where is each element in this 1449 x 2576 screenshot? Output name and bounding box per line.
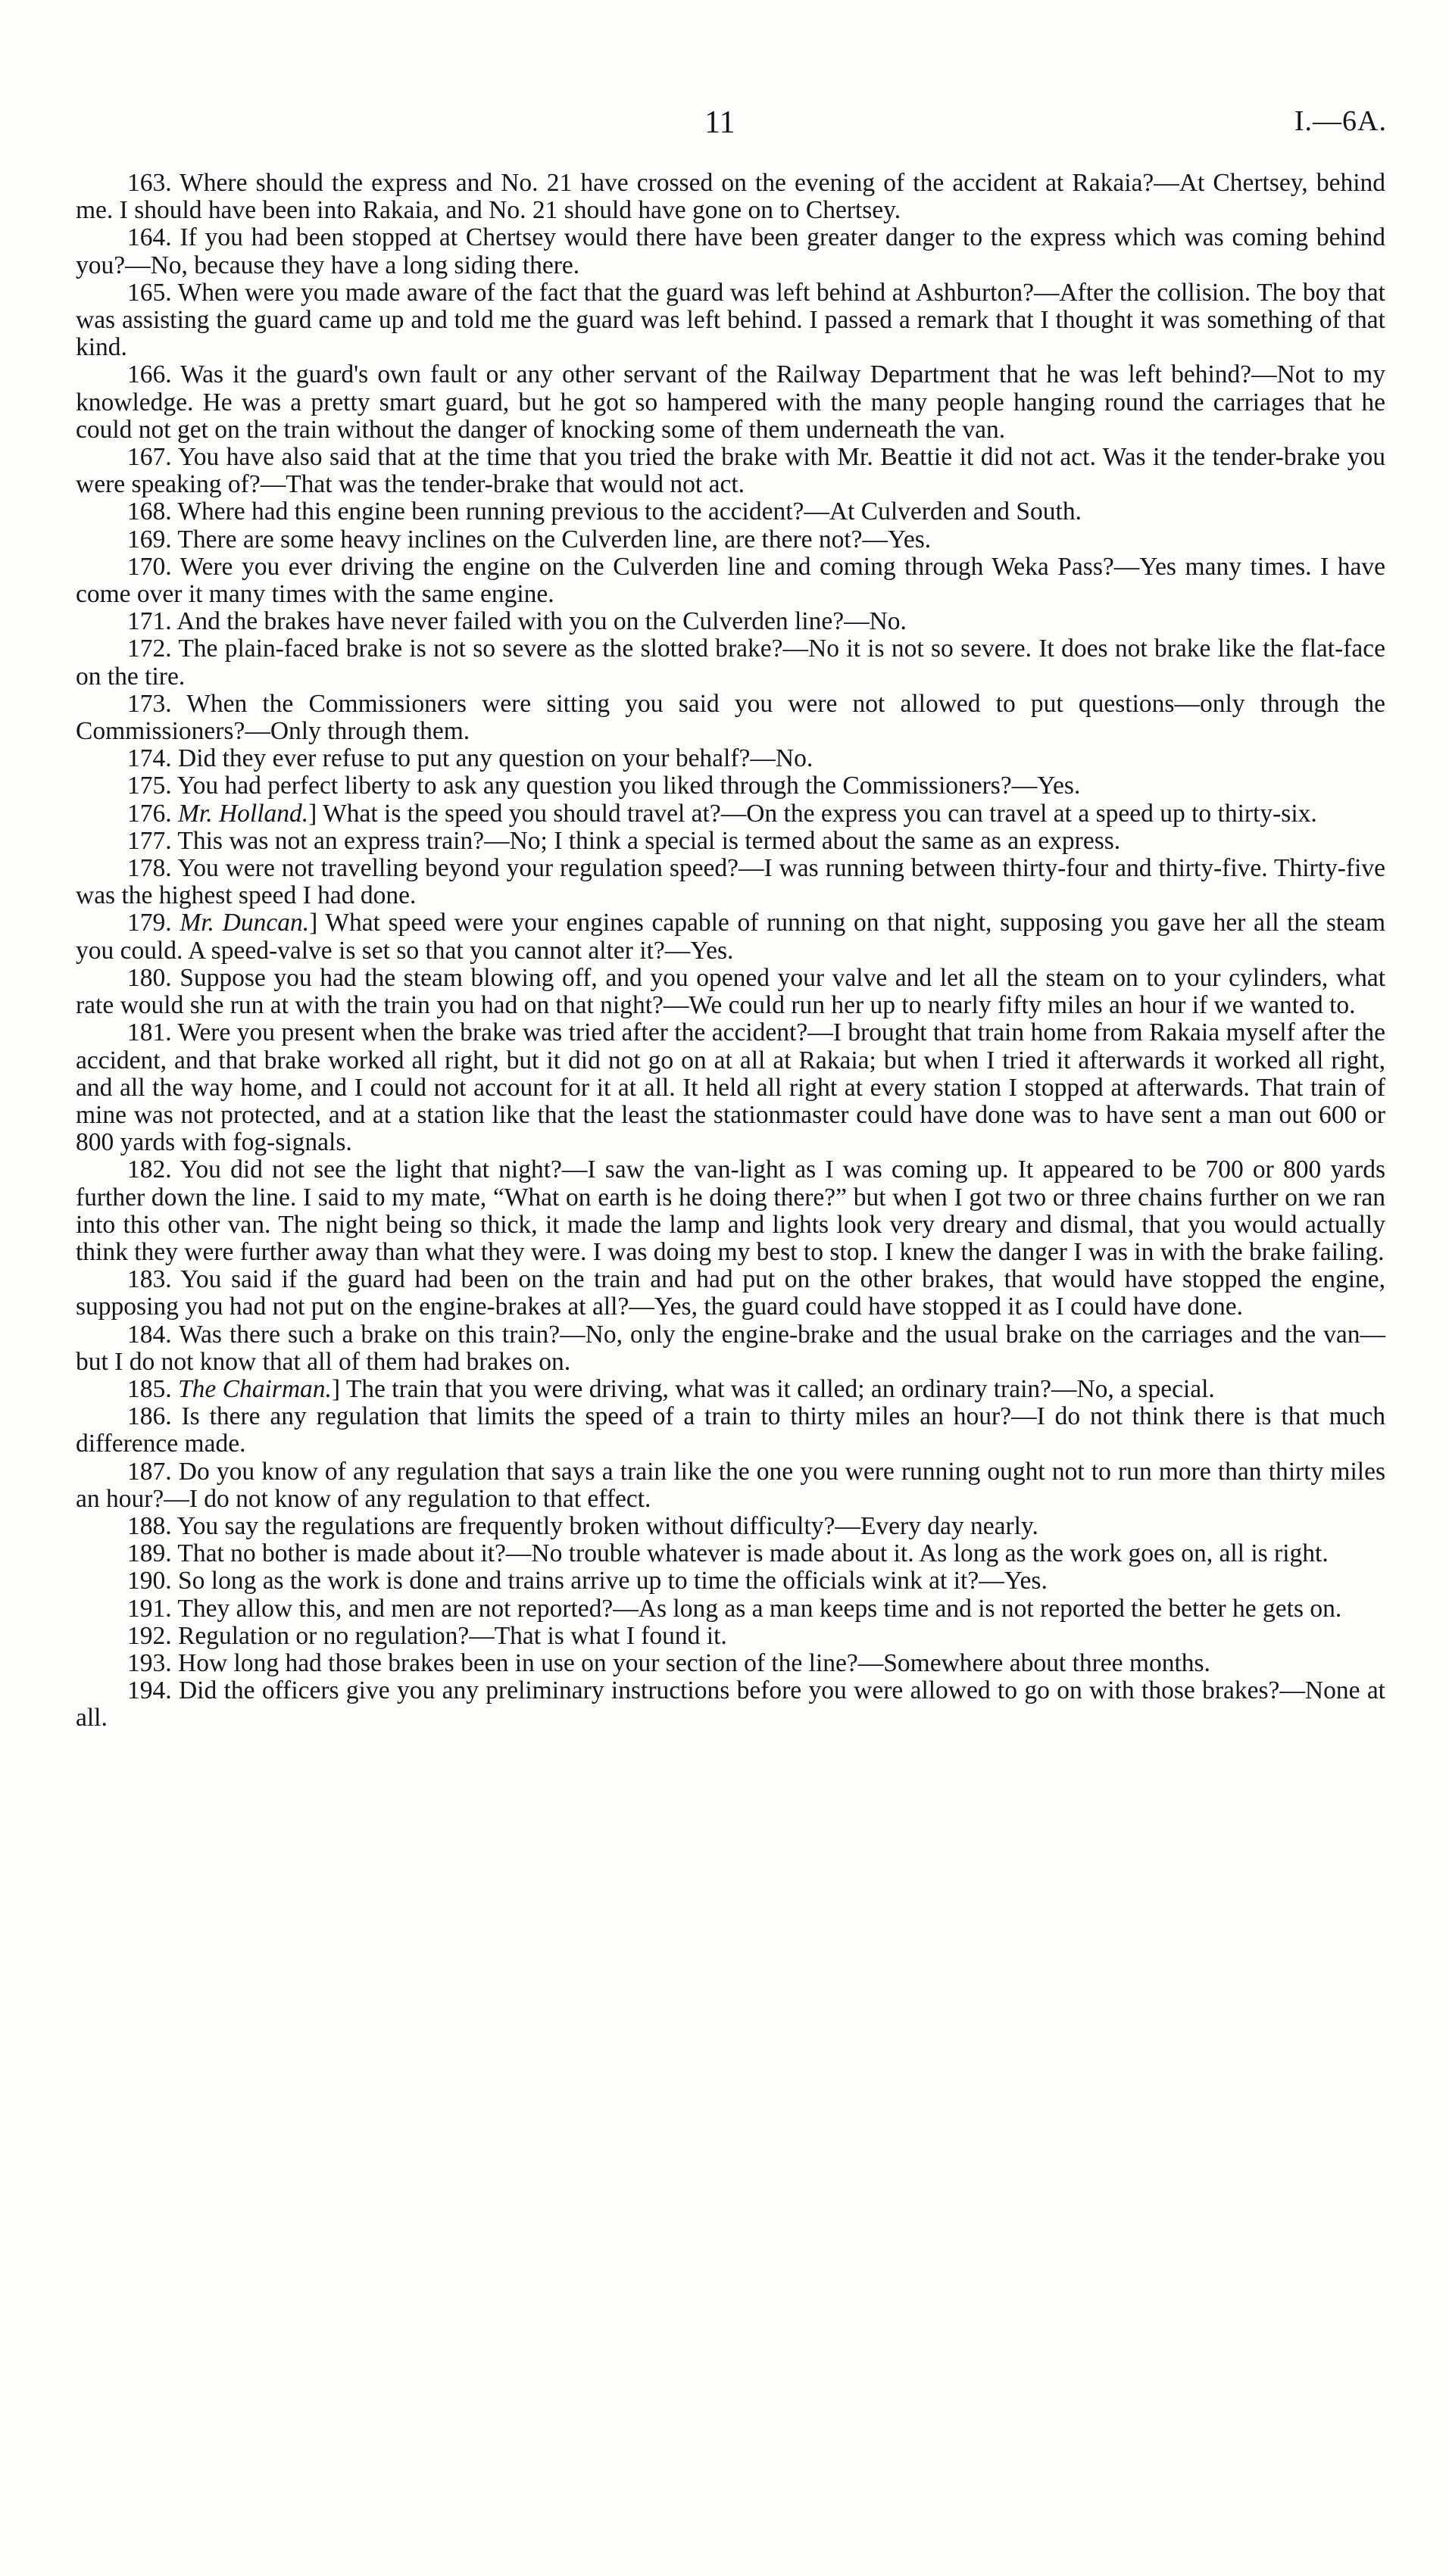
question-number: 189. bbox=[127, 1539, 172, 1568]
question-answer-text: The train that you were driving, what was it called; an ordinary train?—No, a special. bbox=[345, 1374, 1215, 1403]
question-number: 167. bbox=[127, 443, 172, 472]
question-answer-text: Where should the express and No. 21 have crossed on the evening of the accident at Rakaia?—At Chertsey, behind me. I should have been into Rakaia, and No. 21 should have gone on to Chertsey. bbox=[76, 169, 1385, 225]
question-number: 187. bbox=[127, 1457, 172, 1486]
question-number: 178. bbox=[127, 854, 172, 883]
question-paragraph-181 bbox=[76, 1019, 1385, 1156]
question-number: 175. bbox=[127, 772, 172, 800]
question-paragraph-182 bbox=[76, 1156, 1385, 1266]
question-number: 190. bbox=[127, 1567, 172, 1595]
question-answer-text: Were you ever driving the engine on the Culverden line and coming through Weka Pass?—Yes many times. I have come over it many times with the same engine. bbox=[76, 552, 1385, 609]
page-number: 11 bbox=[704, 105, 735, 140]
question-answer-text: You have also said that at the time that you tried the brake with Mr. Beattie it did not act. Was it the tender-brake you were speaking of?—That was the tender-brake that would not act. bbox=[76, 443, 1385, 499]
question-answer-text: This was not an express train?—No; I think a special is termed about the same as an express. bbox=[177, 826, 1121, 855]
question-number: 179. bbox=[127, 909, 172, 937]
question-answer-text: Is there any regulation that limits the speed of a train to thirty miles an hour?—I do not think there is that much difference made. bbox=[76, 1402, 1386, 1458]
question-paragraph-166 bbox=[76, 361, 1385, 444]
question-paragraph-164 bbox=[76, 224, 1385, 279]
question-answer-text: They allow this, and men are not reported?—As long as a man keeps time and is not reported the better he gets on. bbox=[177, 1594, 1342, 1623]
question-number: 171. bbox=[127, 607, 172, 636]
question-answer-text: Were you present when the brake was tried after the accident?—I brought that train home from Rakaia myself after the accident, and that brake worked all right, but it did not go on at all at Rakaia; but when I tried it afterwards it worked all right, and all the way home, and I could not account for it at all. It held all right at every station I stopped at afterwards. That train of mine was not protected, and at a station like that the least the stationmaster could have done was to have sent a man out 600 or 800 yards with fog-signals. bbox=[76, 1018, 1385, 1157]
question-number: 181. bbox=[127, 1018, 172, 1047]
question-answer-text: That no bother is made about it?—No trouble whatever is made about it. As long as the work goes on, all is right. bbox=[177, 1539, 1329, 1568]
question-paragraph-191 bbox=[76, 1595, 1385, 1623]
question-number: 166. bbox=[127, 360, 172, 389]
question-number: 174. bbox=[127, 744, 172, 773]
question-number: 186. bbox=[127, 1402, 172, 1431]
question-paragraph-188 bbox=[76, 1513, 1385, 1540]
question-answer-text: What speed were your engines capable of running on that night, supposing you gave her all the steam you could. A speed-valve is set so that you cannot alter it?—Yes. bbox=[76, 909, 1385, 965]
question-paragraph-178 bbox=[76, 855, 1385, 909]
question-paragraph-167 bbox=[76, 444, 1385, 498]
question-paragraph-183 bbox=[76, 1266, 1385, 1321]
question-paragraph-189 bbox=[76, 1540, 1385, 1567]
question-paragraph-176: 176. Mr. Holland.] What is the speed you should travel at?—On the express you can travel at a speed up to thirty-six. bbox=[127, 799, 1317, 828]
question-answer-text: Where had this engine been running previous to the accident?—At Culverden and South. bbox=[177, 497, 1082, 526]
question-number: 192. bbox=[127, 1621, 172, 1650]
question-answer-text: Was it the guard's own fault or any other servant of the Railway Department that he was left behind?—Not to my knowledge. He was a pretty smart guard, but he got so hampered with the many people hanging round the carriages that he could not get on the train without the danger of knocking some of them underneath the van. bbox=[76, 360, 1385, 444]
question-number: 185. bbox=[127, 1374, 172, 1403]
question-number: 191. bbox=[127, 1594, 172, 1623]
question-answer-text: You were not travelling beyond your regulation speed?—I was running between thirty-four and thirty-five. Thirty-five was the highest speed I had done. bbox=[76, 854, 1385, 910]
question-number: 182. bbox=[127, 1155, 172, 1184]
question-answer-text: You had perfect liberty to ask any question you liked through the Commissioners?—Yes. bbox=[176, 772, 1081, 800]
question-paragraph-185: 185. The Chairman.] The train that you were driving, what was it called; an ordinary train?—No, a special. bbox=[127, 1374, 1215, 1403]
question-answer-text: And the brakes have never failed with you on the Culverden line?—No. bbox=[176, 607, 907, 636]
question-paragraph-170 bbox=[76, 554, 1385, 608]
question-answer-text: What is the speed you should travel at?—On the express you can travel at a speed up to thirty-six. bbox=[323, 799, 1317, 828]
question-paragraph-187 bbox=[76, 1458, 1385, 1513]
question-answer-text: Suppose you had the steam blowing off, and you opened your valve and let all the steam on to your cylinders, what rate would she run at with the train you had on that night?—We could run her up to nearly fifty miles an hour if we wanted to. bbox=[76, 963, 1386, 1020]
question-number: 163. bbox=[127, 169, 172, 197]
question-answer-text: You said if the guard had been on the train and had put on the other brakes, that would have stopped the engine, supposing you had not put on the engine-brakes at all?—Yes, the guard could have stopped it as I could have done. bbox=[76, 1265, 1385, 1321]
question-number: 169. bbox=[127, 525, 172, 554]
question-paragraph-172 bbox=[76, 635, 1385, 690]
question-number: 176. bbox=[127, 799, 172, 828]
question-paragraph-193 bbox=[76, 1650, 1385, 1677]
question-number: 164. bbox=[127, 223, 172, 252]
question-paragraph-194 bbox=[76, 1677, 1385, 1732]
question-number: 170. bbox=[127, 552, 172, 581]
question-paragraph-171 bbox=[76, 608, 1385, 635]
question-answer-text: When were you made aware of the fact that the guard was left behind at Ashburton?—After the collision. The boy that was assisting the guard came up and told me the guard was left behind. I passed a remark that I thought it was something of that kind. bbox=[76, 278, 1385, 362]
question-paragraph-168 bbox=[76, 498, 1385, 525]
question-answer-text: How long had those brakes been in use on your section of the line?—Somewhere about three months. bbox=[178, 1648, 1210, 1677]
question-answer-text: Did they ever refuse to put any question on your behalf?—No. bbox=[178, 744, 814, 773]
question-number: 188. bbox=[127, 1511, 172, 1540]
document-reference: I.—6A. bbox=[1294, 105, 1387, 137]
question-paragraph-180 bbox=[76, 965, 1385, 1019]
question-paragraph-163 bbox=[76, 170, 1385, 224]
question-number: 173. bbox=[127, 689, 172, 718]
question-number: 165. bbox=[127, 278, 172, 307]
evidence-transcript bbox=[76, 170, 1385, 1732]
question-paragraph-192 bbox=[76, 1623, 1385, 1650]
question-number: 193. bbox=[127, 1648, 172, 1677]
question-number: 194. bbox=[127, 1676, 172, 1705]
question-answer-text: Was there such a brake on this train?—No, only the engine-brake and the usual brake on the carriages and the van—but I do not know that all of them had brakes on. bbox=[76, 1320, 1385, 1376]
question-answer-text: If you had been stopped at Chertsey would there have been greater danger to the express which was coming behind you?—No, because they have a long siding there. bbox=[76, 223, 1386, 279]
question-paragraph-177 bbox=[76, 828, 1385, 855]
question-paragraph-186 bbox=[76, 1403, 1385, 1458]
question-answer-text: You say the regulations are frequently broken without difficulty?—Every day nearly. bbox=[176, 1511, 1038, 1540]
question-paragraph-165 bbox=[76, 279, 1385, 362]
page-header bbox=[0, 104, 1449, 150]
question-answer-text: Do you know of any regulation that says a train like the one you were running ought not to run more than thirty miles an hour?—I do not know of any regulation to that effect. bbox=[76, 1457, 1386, 1513]
question-answer-text: Regulation or no regulation?—That is what I found it. bbox=[178, 1621, 727, 1650]
question-answer-text: When the Commissioners were sitting you said you were not allowed to put questions—only through the Commissioners?—Only through them. bbox=[76, 689, 1385, 746]
question-number: 177. bbox=[127, 826, 172, 855]
question-paragraph-173 bbox=[76, 691, 1385, 745]
speaker-name: The Chairman. bbox=[178, 1374, 332, 1403]
question-paragraph-174 bbox=[76, 745, 1385, 772]
question-paragraph-190 bbox=[76, 1567, 1385, 1595]
question-number: 183. bbox=[127, 1265, 172, 1294]
speaker-name: Mr. Holland. bbox=[178, 799, 309, 828]
question-answer-text: You did not see the light that night?—I saw the van-light as I was coming up. It appeared to be 700 or 800 yards further down the line. I said to my mate, “What on earth is he doing there?” but when I got two or three chains further on we ran into this other van. The night being so thick, it made the lamp and lights look very dreary and dismal, that you would actually think they were further away than what they were. I was doing my best to stop. I knew the danger I was in with the brake failing. bbox=[76, 1155, 1385, 1266]
question-number: 180. bbox=[127, 963, 172, 992]
question-number: 184. bbox=[127, 1320, 172, 1349]
question-paragraph-184 bbox=[76, 1321, 1385, 1376]
speaker-name: Mr. Duncan. bbox=[180, 909, 310, 937]
question-paragraph-175 bbox=[76, 772, 1385, 800]
question-answer-text: Did the officers give you any preliminary instructions before you were allowed to go on with those brakes?—None at all. bbox=[76, 1676, 1385, 1732]
question-paragraph-169 bbox=[76, 526, 1385, 554]
question-answer-text: So long as the work is done and trains arrive up to time the officials wink at it?—Yes. bbox=[178, 1567, 1048, 1595]
question-number: 168. bbox=[127, 497, 172, 526]
question-number: 172. bbox=[127, 635, 172, 663]
question-answer-text: There are some heavy inclines on the Culverden line, are there not?—Yes. bbox=[177, 525, 932, 554]
question-paragraph-179: 179. Mr. Duncan.] What speed were your engines capable of running on that night, supposing you gave her all the steam you could. A speed-valve is set so that you cannot alter it?—Yes. bbox=[76, 909, 1385, 965]
question-answer-text: The plain-faced brake is not so severe as the slotted brake?—No it is not so severe. It does not brake like the flat-face on the tire. bbox=[76, 635, 1385, 691]
